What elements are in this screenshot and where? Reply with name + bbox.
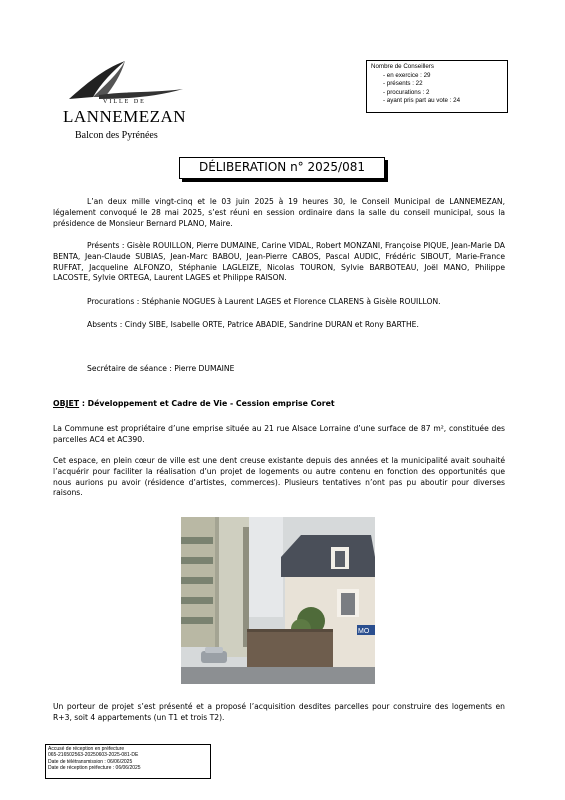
receipt-line: 065-216502563-20250603-2025-081-DE [48, 752, 139, 759]
receipt-line: Date de télétransmission : 06/06/2025 [48, 758, 133, 765]
paragraph-3: Un porteur de projet s’est présenté et a proposé l’acquisition desdites parcelles pour construire des logements en R+3, soit 4 appartements (un T1 et trois T2). [53, 702, 505, 722]
objet-label: OBJET [53, 399, 80, 408]
secretaire-paragraph: Secrétaire de séance : Pierre DUMAINE [87, 364, 235, 373]
logo-tagline: Balcon des Pyrénées [75, 130, 158, 141]
lannemezan-logo [55, 55, 190, 150]
objet-line [53, 399, 335, 408]
paragraph-1: La Commune est propriétaire d’une emprise située au 21 rue Alsace Lorraine d’une surface de 87 m², constituée des parcelles AC4 et AC390. [53, 424, 505, 444]
prefecture-receipt-box [45, 744, 211, 779]
objet-text: : Développement et Cadre de Vie - Cession emprise Coret [79, 399, 335, 408]
presents-paragraph: Présents : Gisèle ROUILLON, Pierre DUMAINE, Carine VIDAL, Robert MONZANI, Françoise PIQUE, Jean-Marie DA BENTA, Jean-Claude SUBIAS, Jean-Marc BABOU, Jean-Pierre CABOS, Pascal AUDIC, Frédéric SIBOUT, Marie-France RUFFAT, Jacqueline ALFONZO, Stéphanie LAGLEIZE, Nicolas TOURON, Sylvie BARBOTEAU, Joël MANO, Philippe LACOSTE, Sylvie ORTEGA, Laurent LAGES et Philippe RAISON. [53, 241, 505, 283]
deliberation-title: DÉLIBERATION n° 2025/081 [179, 157, 385, 179]
site-photo [181, 517, 375, 684]
count-heading: Nombre de Conseillers [371, 63, 434, 70]
council-count-box [366, 60, 508, 113]
receipt-line: Accusé de réception en préfecture [48, 746, 125, 752]
paragraph-2: Cet espace, en plein cœur de ville est une dent creuse existante depuis des années et la municipalité avait souhaité l’acquérir pour faciliter la réalisation d’un projet de logements ou autre contenu en fonction des opportunités que nous aurions pu avoir (résidence d’artistes, commerces). Plusieurs tentatives n’ont pas pu aboutir pour diverses raisons. [53, 456, 505, 498]
count-row: - présents : 22 [383, 80, 423, 88]
procurations-paragraph: Procurations : Stéphanie NOGUES à Laurent LAGES et Florence CLARENS à Gisèle ROUILLON. [87, 297, 441, 306]
count-row: - en exercice : 29 [383, 71, 431, 79]
receipt-line: Date de réception préfecture : 06/06/2025 [48, 765, 141, 772]
shop-sign: MO [358, 628, 370, 635]
logo-ville-label: VILLE DE [103, 99, 146, 105]
mountain-swoosh-icon [55, 55, 190, 105]
intro-paragraph: L’an deux mille vingt-cinq et le 03 juin 2025 à 19 heures 30, le Conseil Municipal de LANNEMEZAN, légalement convoqué le 28 mai 2025, s’est réuni en session ordinaire dans la salle du conseil municipal, sous la présidence de Monsieur Bernard PLANO, Maire. [53, 197, 505, 228]
count-row: - procurations : 2 [383, 88, 430, 96]
logo-city-name: LANNEMEZAN [63, 107, 187, 126]
count-row: - ayant pris part au vote : 24 [383, 97, 461, 105]
absents-paragraph: Absents : Cindy SIBE, Isabelle ORTE, Patrice ABADIE, Sandrine DURAN et Rony BARTHE. [87, 320, 419, 329]
